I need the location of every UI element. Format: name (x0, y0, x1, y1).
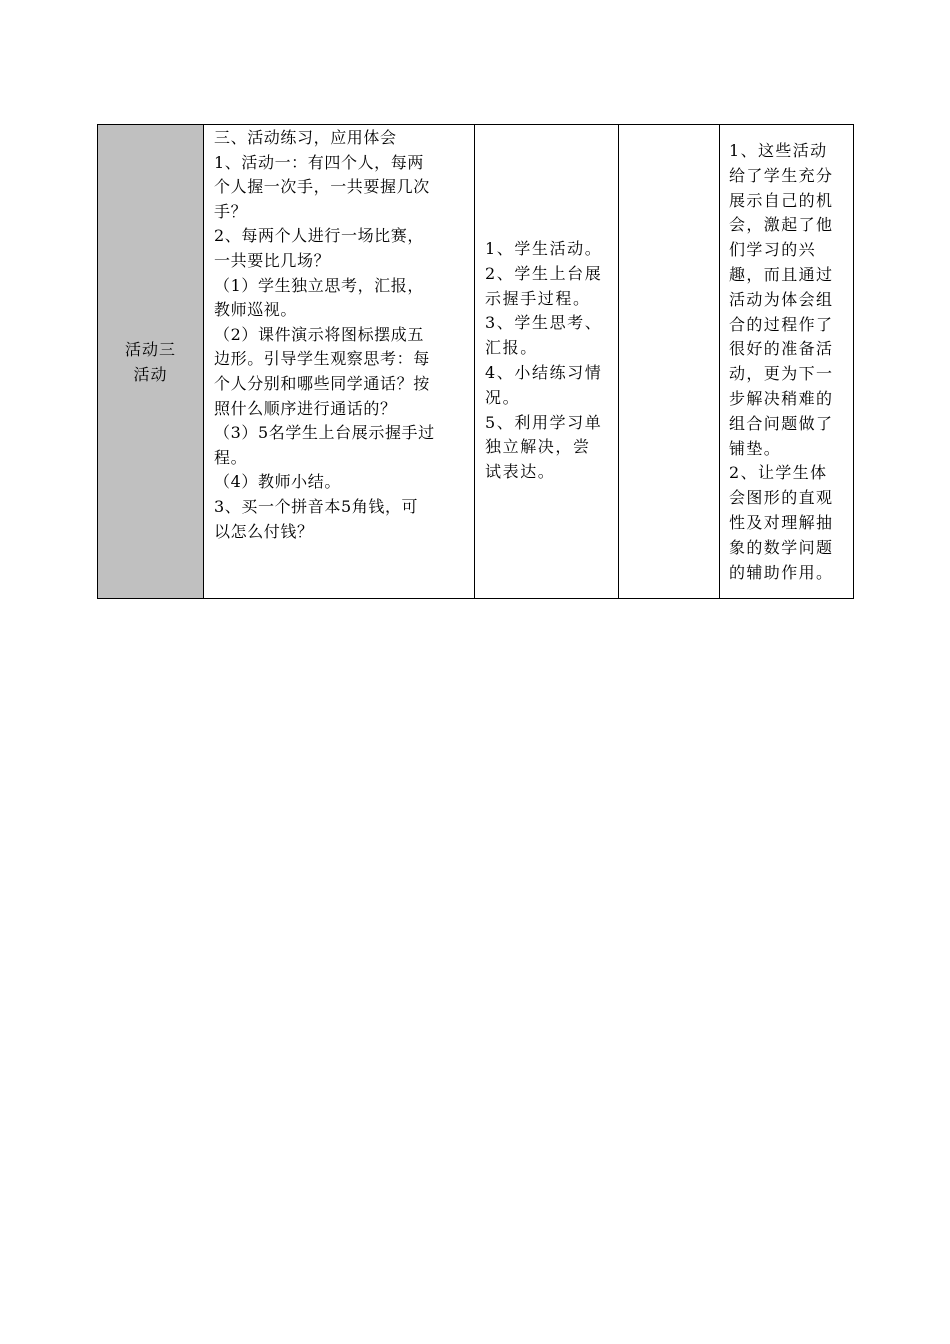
text-line: 汇报。 (485, 338, 538, 358)
student-activity-text (475, 125, 618, 485)
text-line: 个人分别和哪些同学通话？按 (214, 373, 430, 393)
text-line: 1、学生活动。 (485, 239, 603, 258)
table-row (98, 125, 854, 599)
text-line: 性及对理解抽 (729, 512, 834, 532)
text-line: （1）学生独立思考，汇报， (214, 275, 424, 295)
text-line: 活动为体会组 (729, 289, 834, 309)
text-line: 照什么顺序进行通话的？ (214, 398, 397, 418)
stage-label-line: 活动三 (124, 339, 176, 359)
teacher-activity-text (204, 125, 474, 544)
text-line: 合的过程作了 (729, 314, 834, 334)
text-line: 3、学生思考、 (485, 313, 603, 333)
text-line: 动，更为下一 (729, 364, 834, 384)
text-line: 的辅助作用。 (729, 562, 834, 582)
student-activity-cell (475, 125, 619, 599)
text-line: 试表达。 (485, 462, 556, 482)
text-line: （3）5名学生上台展示握手过 (214, 423, 435, 443)
text-line: 三、活动练习，应用体会 (214, 128, 397, 147)
text-line: 象的数学问题 (729, 537, 834, 557)
stage-label-line: 活动 (133, 364, 168, 384)
text-line: 趣，而且通过 (729, 264, 834, 284)
stage-label (98, 337, 203, 387)
text-line: 很好的准备活 (729, 339, 834, 359)
design-intent-text (720, 125, 853, 585)
design-intent-cell (720, 125, 854, 599)
text-line: 2、让学生体 (729, 463, 828, 483)
teacher-activity-cell (204, 125, 475, 599)
text-line: 铺垫。 (729, 438, 782, 458)
text-line: 边形。引导学生观察思考：每 (214, 349, 430, 369)
text-line: 会图形的直观 (729, 488, 834, 508)
text-line: 组合问题做了 (729, 413, 834, 433)
text-line: （4）教师小结。 (214, 472, 341, 492)
text-line: 示握手过程。 (485, 288, 591, 308)
text-line: 们学习的兴 (729, 240, 817, 260)
text-line: 独立解决，尝 (485, 437, 591, 457)
text-line: 步解决稍难的 (729, 388, 834, 408)
text-line: 会，激起了他 (729, 215, 834, 235)
lesson-plan-table (97, 124, 854, 599)
text-line: 5、利用学习单 (485, 412, 603, 432)
text-line: （2）课件演示将图标摆成五 (214, 324, 424, 344)
text-line: 2、学生上台展 (485, 263, 603, 283)
text-line: 以怎么付钱？ (214, 521, 314, 541)
text-line: 3、买一个拼音本5角钱，可 (214, 496, 419, 516)
text-line: 1、活动一：有四个人，每两 (214, 152, 424, 172)
text-line: 1、这些活动 (729, 141, 828, 160)
text-line: 展示自己的机 (729, 190, 834, 210)
text-line: 程。 (214, 447, 248, 467)
text-line: 给了学生充分 (729, 165, 834, 185)
text-line: 教师巡视。 (214, 300, 298, 320)
text-line: 4、小结练习情 (485, 362, 603, 382)
text-line: 2、每两个人进行一场比赛， (214, 226, 424, 246)
text-line: 手？ (214, 201, 248, 221)
empty-cell (619, 125, 720, 599)
text-line: 一共要比几场？ (214, 250, 331, 270)
text-line: 个人握一次手，一共要握几次 (214, 177, 430, 197)
stage-cell (98, 125, 204, 599)
text-line: 况。 (485, 387, 521, 407)
